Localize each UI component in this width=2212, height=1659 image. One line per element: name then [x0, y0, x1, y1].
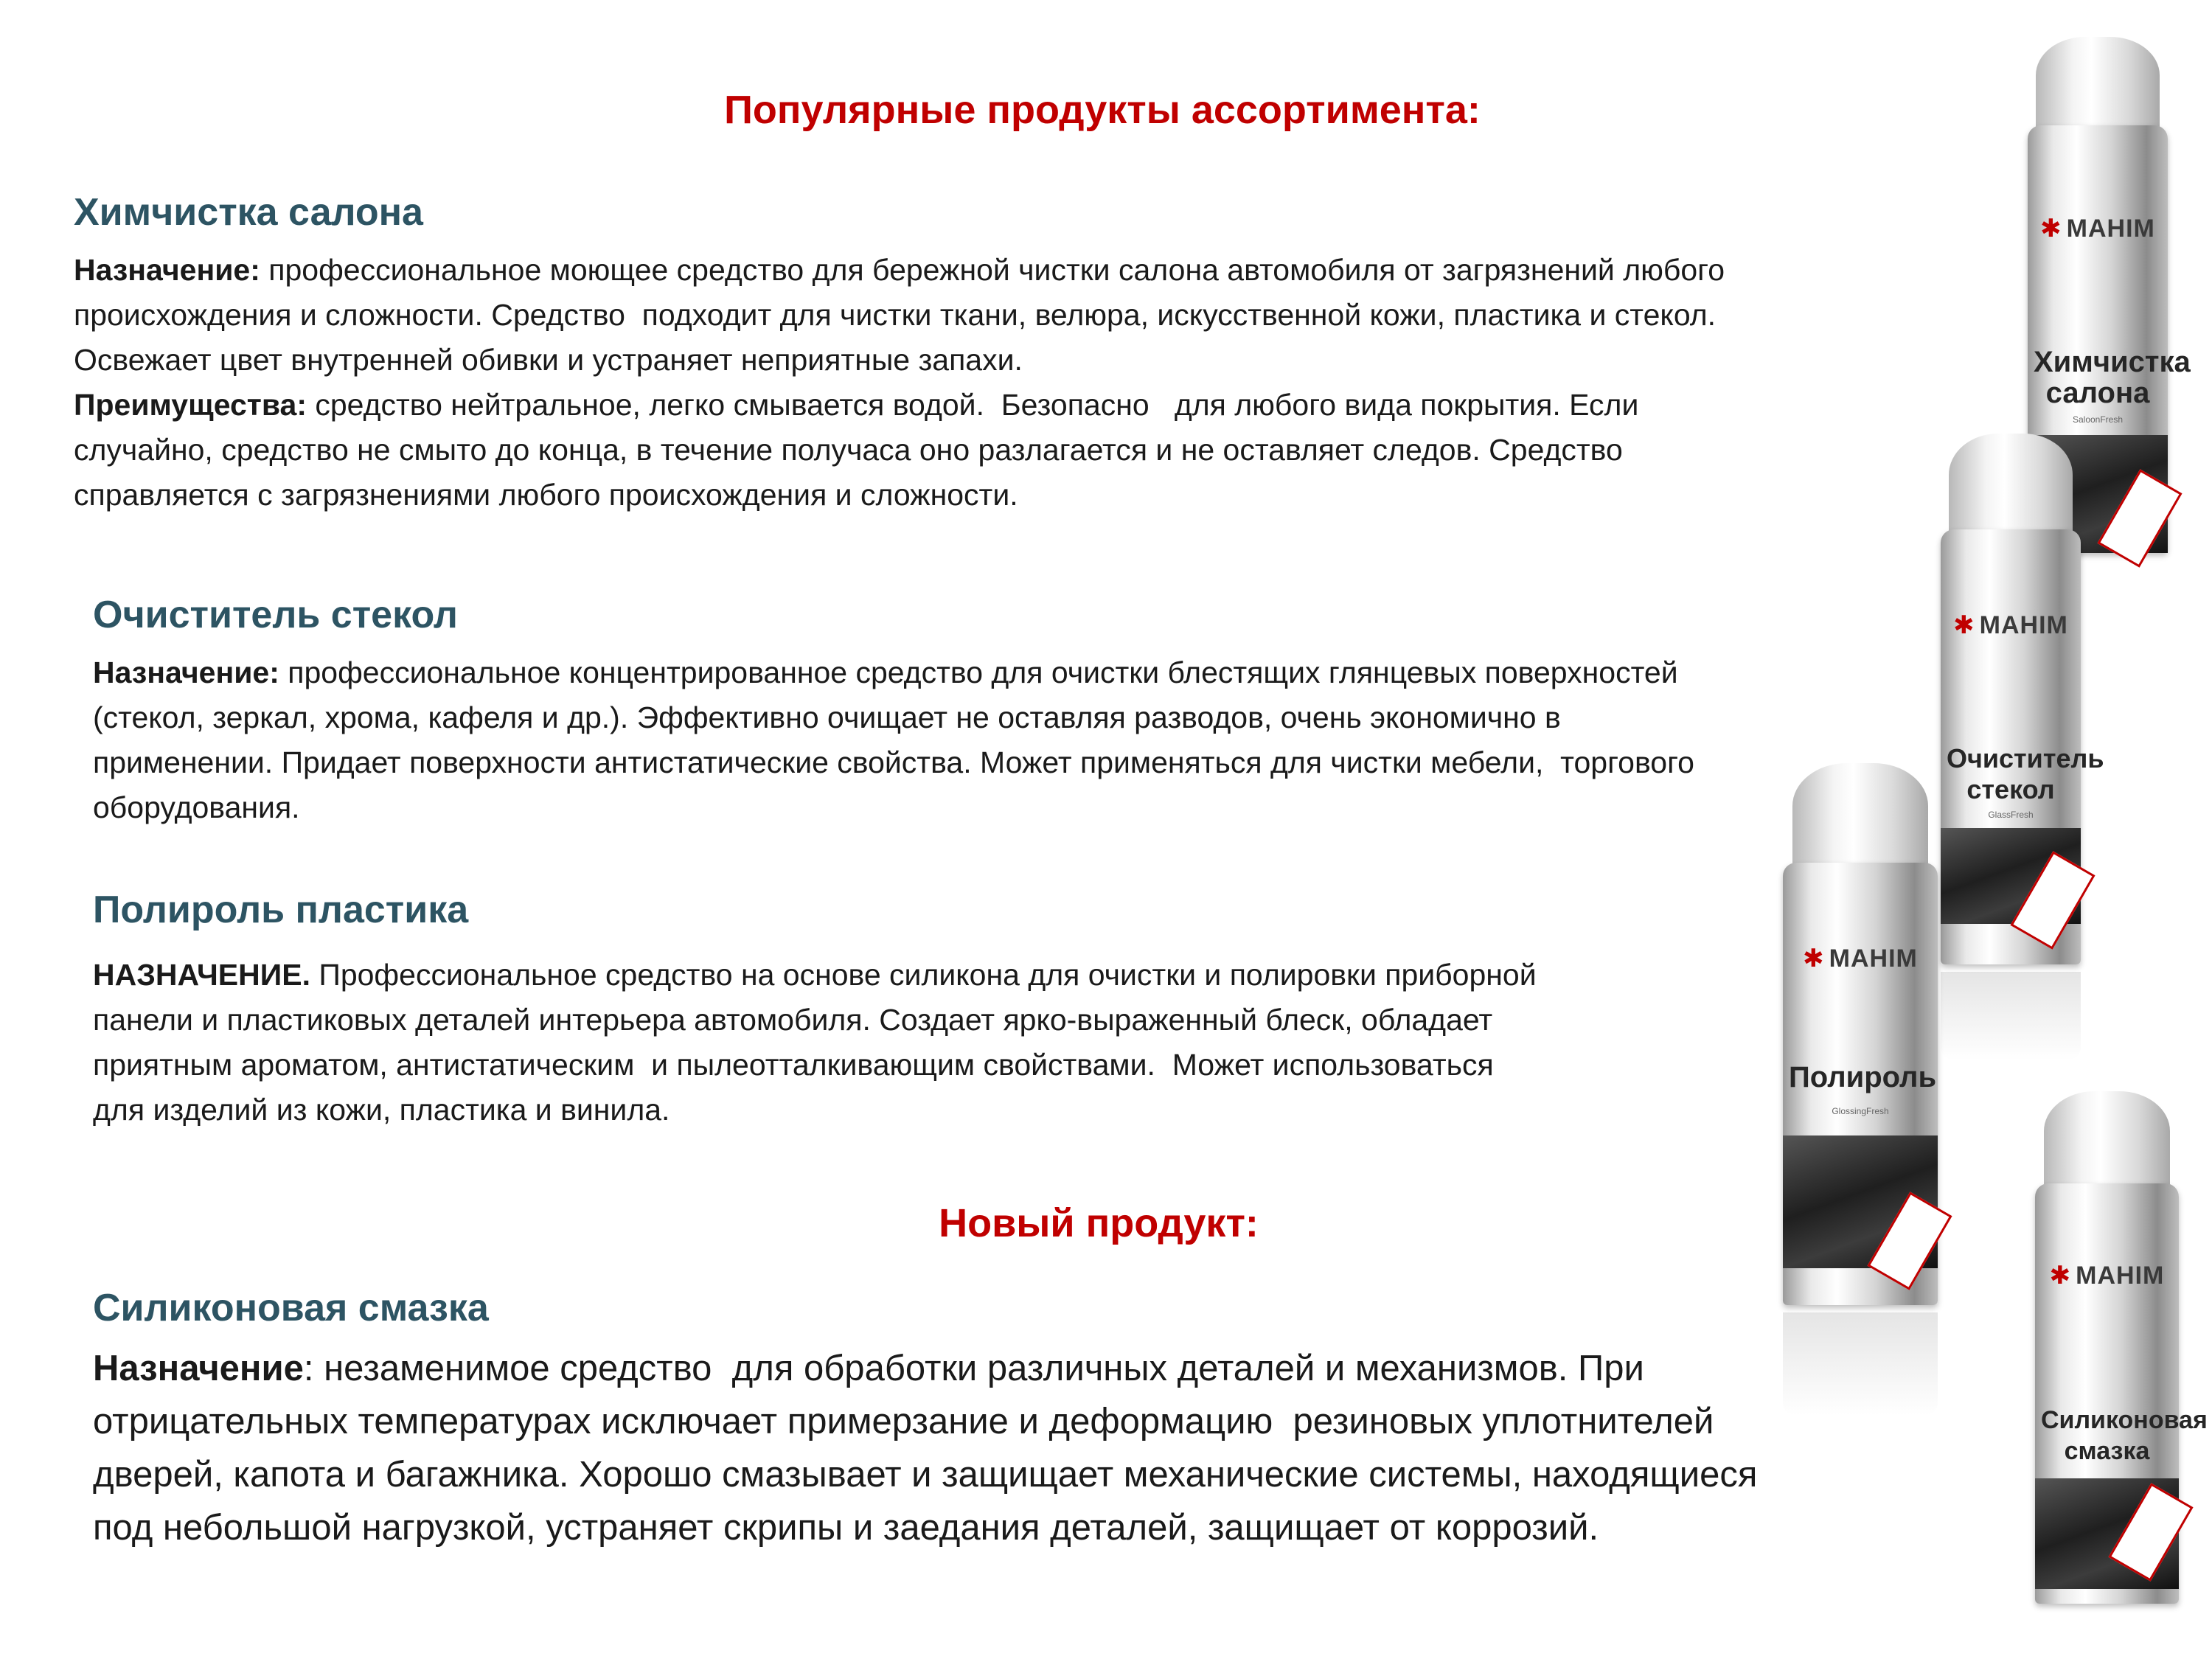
product-description [93, 1342, 1980, 1554]
product-section-3 [93, 888, 1789, 1133]
purpose-text: профессиональное моющее средство для бережной чистки салона автомобиля от загрязнений любого происхождения и сложности. Средство подходит для чистки ткани, велюра, искусственной кожи, пластика и стекол. Освежает цвет внутренней обивки и устраняет неприятные запахи. [74, 253, 1725, 377]
can-brand-logo: ✱ MAHIM [1803, 945, 1918, 973]
purpose-label: НАЗНАЧЕНИЕ. [93, 958, 310, 992]
can-product-name: Химчистка салона [2034, 346, 2191, 409]
purpose-text: : незаменимое средство для обработки различных деталей и механизмов. При отрицательных температурах исключает примерзание и деформацию резиновых уплотнителей дверей, капота и багажника. Хорошо смазывает и защищает механические системы, находящиеся под небольшой нагрузкой, устраняет скрипы и заедания деталей, защищает от коррозий. [93, 1349, 1758, 1548]
can-product-name: Полироль [1789, 1061, 1937, 1093]
product-description [93, 953, 1789, 1133]
product-can-image [1941, 434, 2104, 964]
page-title: Популярные продукты ассортимента: [724, 88, 1481, 132]
product-title: Силиконовая смазка [93, 1287, 489, 1329]
can-product-name: Силиконовая смазка [2041, 1406, 2208, 1465]
can-cap [2044, 1091, 2171, 1191]
purpose-label: Назначение: [74, 253, 260, 287]
can-subtitle: GlassFresh [1988, 810, 2034, 820]
purpose-text: профессиональное концентрированное средство для очистки блестящих глянцевых поверхностей (стекол, зеркал, хрома, кафеля и др.). Эффективно очищает не оставляя разводов, очень экономично в применении. Придает поверхности антистатические свойства. Может применяться для чистки мебели, торгового оборудования. [93, 655, 1694, 824]
product-section-1 [74, 193, 1961, 518]
can-cap [1792, 763, 1929, 870]
product-title: Химчистка салона [74, 191, 423, 234]
can-brand-logo: ✱ MAHIM [2040, 215, 2155, 243]
advantages-text: средство нейтральное, легко смывается водой. Безопасно для любого вида покрытия. Если случайно, средство не смыто до конца, в течение получаса оно разлагается и не оставляет следов. Средство справляется с загрязнениями любого происхождения и сложности. [74, 388, 1639, 512]
can-reflection [1941, 972, 2081, 1060]
can-cap [2036, 37, 2159, 133]
can-body [2035, 1183, 2208, 1604]
product-title: Очиститель стекол [93, 594, 458, 636]
product-section-4 [93, 1289, 1980, 1554]
can-reflection [1783, 1312, 1938, 1416]
purpose-label: Назначение: [93, 655, 279, 689]
product-description [74, 248, 1961, 518]
product-description [93, 650, 1980, 830]
product-can-image [2035, 1091, 2208, 1604]
can-body [1783, 863, 1938, 1305]
purpose-text: Профессиональное средство на основе силикона для очистки и полировки приборной панели и пластиковых деталей интерьера автомобиля. Создает ярко-выраженный блеск, обладает приятным ароматом, антистатическим и пылеотталкивающим свойствами. Может использоваться для изделий из кожи, пластика и винила. [93, 958, 1537, 1127]
product-can-image [1783, 763, 1938, 1305]
can-subtitle: GlossingFresh [1832, 1106, 1889, 1116]
can-body [1941, 529, 2104, 964]
product-section-2 [93, 596, 1980, 830]
can-brand-logo: ✱ MAHIM [1953, 611, 2068, 639]
new-product-heading: Новый продукт: [939, 1201, 1259, 1245]
purpose-label: Назначение [93, 1349, 304, 1388]
can-subtitle: SaloonFresh [2072, 414, 2124, 425]
can-cap [1949, 434, 2072, 537]
can-brand-logo: ✱ MAHIM [2049, 1262, 2165, 1290]
can-product-name: Очиститель стекол [1947, 743, 2104, 804]
product-title: Полироль пластика [93, 888, 469, 931]
advantages-label: Преимущества: [74, 388, 307, 422]
